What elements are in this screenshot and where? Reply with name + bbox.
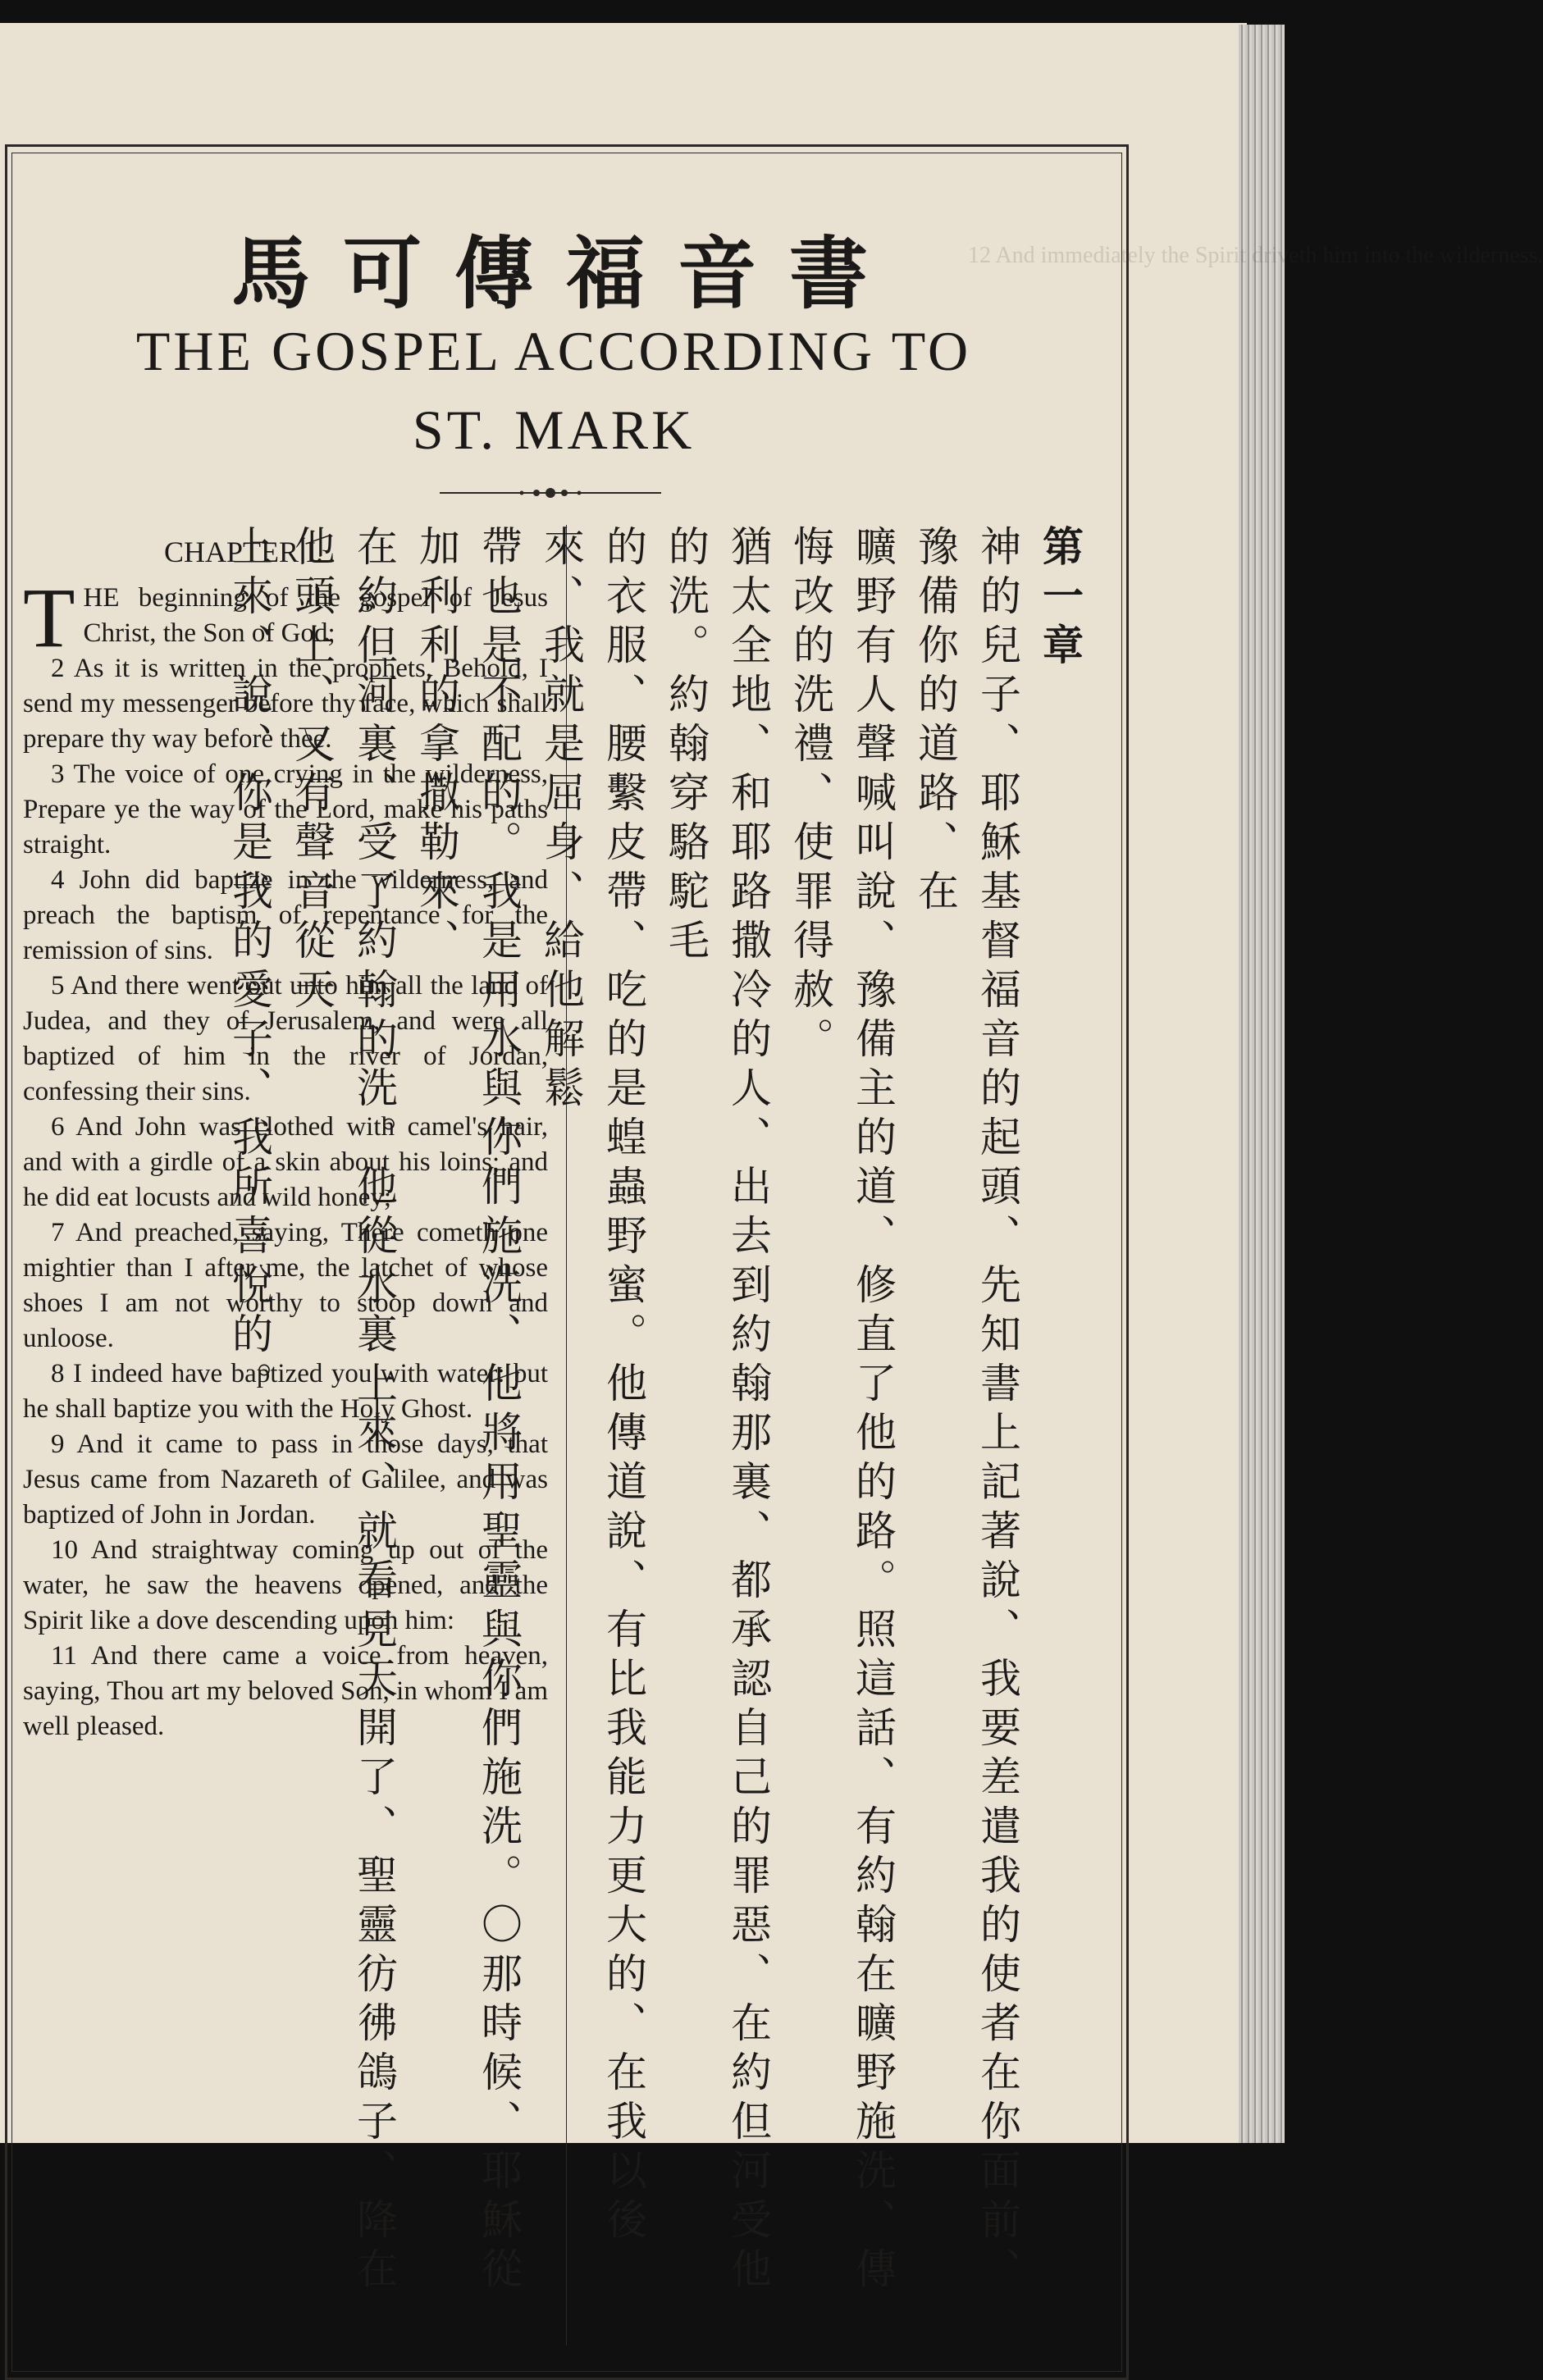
chinese-title: 馬可傳福音書 xyxy=(231,228,901,320)
chinese-text-line: 的衣服、腰繫皮帶、吃的是蝗蟲野蜜。他傳道說、有比我能力更大的、在我以後來、我就是屈身、給他解鬆 xyxy=(537,525,647,2247)
verse: 6 And John was clothed with camel's hair, and with a girdle of a skin about his loins; and he did eat locusts and wild honey; xyxy=(23,1112,548,1212)
chinese-chapter-heading: 第一章 xyxy=(1036,525,1084,673)
verse: 10 And straightway coming up out of the water, he saw the heavens opened, and the Spirit like a dove descending upon him: xyxy=(23,1535,548,1635)
verse-1: HE beginning of the gospel of Jesus Christ, the Son of God; xyxy=(83,583,548,648)
english-title xyxy=(49,312,1058,469)
verse: 5 And there went out unto him all the land of Judea, and they of Jerusalem, and were all baptized of him in the river of Jordan, confessing their sins. xyxy=(23,971,548,1106)
verse: 9 And it came to pass in those days, that Jesus came from Nazareth of Galilee, and was baptized of John in Jordan. xyxy=(23,1429,548,1530)
chinese-text-line: 上來、說、你是我的愛子、我所喜悅的。 xyxy=(226,525,273,1411)
verse: 4 John did baptize in the wilderness, and preach the baptism of repentance for the remission of sins. xyxy=(23,865,548,965)
verse: 3 The voice of one crying in the wilderness, Prepare ye the way of the Lord, make his paths straight. xyxy=(23,759,548,859)
bleed-through-text: him into the wilderness. xyxy=(1322,243,1543,268)
chinese-text-line: 在約但河裏、受了約翰的洗。他從水裏上來、就看見天開了、聖靈彷彿鴿子、降在他頭上、又有聲音從天 xyxy=(288,525,398,2296)
drop-cap: T xyxy=(23,571,75,665)
chinese-text-line: 帶也是不配的。我是用水與你們施洗、他將用聖靈與你們施洗。〇那時候、耶穌從加利利的拿撒勒來、 xyxy=(413,525,523,2296)
verse: 7 And preached, saying, There cometh one mightier than I after me, the latchet of whose shoes I am not worthy to stoop down and unloose. xyxy=(23,1218,548,1353)
verse: 2 As it is written in the prophets, Behold, I send my messenger before thy face, which shall prepare thy way before thee. xyxy=(23,654,548,754)
ornament-divider xyxy=(440,484,661,502)
chinese-text-line: 神的兒子、耶穌基督福音的起頭、先知書上記著說、我要差遣我的使者在你面前、豫備你的道路、在 xyxy=(911,525,1021,2296)
verse: 11 And there came a voice from heaven, saying, Thou art my beloved Son, in whom I am well pleased. xyxy=(23,1641,548,1741)
chinese-text-line: 曠野有人聲喊叫說、豫備主的道、修直了他的路。照這話、有約翰在曠野施洗、傳悔改的洗禮、使罪得赦。 xyxy=(787,525,897,2296)
english-title-line2: ST. MARK xyxy=(412,399,696,461)
chinese-text-line: 猶太全地、和耶路撒冷的人、出去到約翰那裏、都承認自己的罪惡、在約但河受他的洗。約翰穿駱駝毛 xyxy=(662,525,772,2296)
page-edge xyxy=(1239,25,1285,2143)
chapter-heading: CHAPTER I. xyxy=(164,536,324,568)
verse: 8 I indeed have baptized you with water: but he shall baptize you with the Holy Ghost. xyxy=(23,1359,548,1424)
english-title-line1: THE GOSPEL ACCORDING TO xyxy=(135,320,972,382)
